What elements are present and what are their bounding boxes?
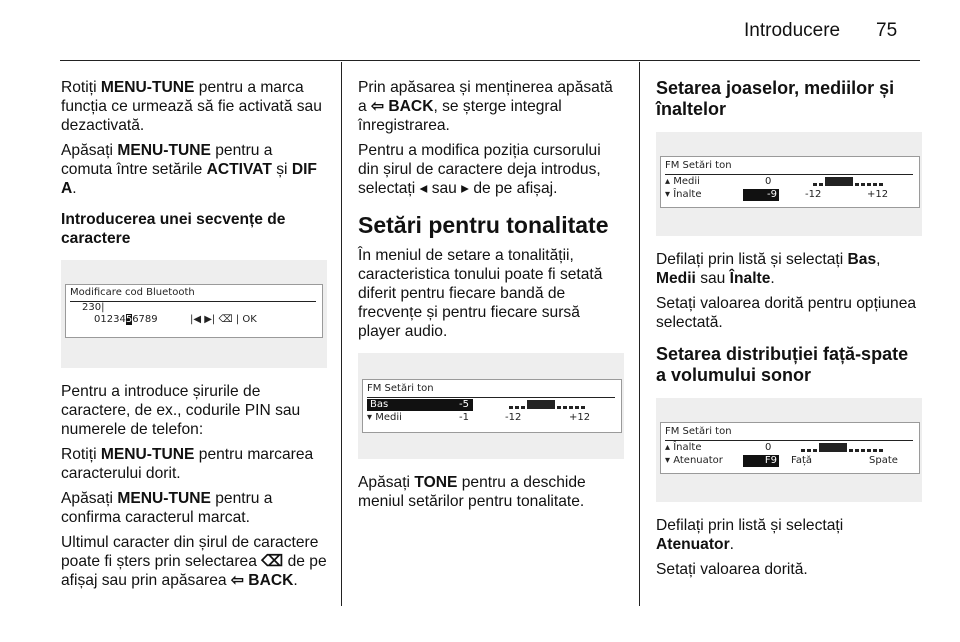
screen-title: FM Setări ton <box>665 426 732 437</box>
display-screenshot <box>656 132 922 236</box>
paragraph: Rotiți MENU-TUNE pentru marcarea caracterului dorit. <box>61 446 314 482</box>
highlighted-value: -9 <box>743 189 779 201</box>
scale-max: +12 <box>867 189 889 200</box>
selected-digit: 5 <box>125 314 133 325</box>
lcd-display <box>362 379 622 433</box>
page-header <box>0 0 960 62</box>
entered-code: 230| <box>82 302 105 313</box>
row-label: ▴ Medii <box>665 176 700 187</box>
section-heading: Setarea joaselor, mediilor și înaltelor <box>656 78 895 119</box>
lcd-display <box>65 284 323 338</box>
highlighted-value: F9 <box>743 455 779 467</box>
row-label: ▾ Medii <box>367 412 402 423</box>
highlighted-row: Bas -5 <box>367 399 473 411</box>
paragraph: Apăsați MENU-TUNE pentru a comuta între setările ACTIVAT și DIF A. <box>61 142 317 197</box>
section-heading: Setări pentru tonalitate <box>358 212 609 238</box>
screen-divider <box>70 301 316 302</box>
page-number: 75 <box>876 20 898 41</box>
scale-min: -12 <box>805 189 822 200</box>
paragraph: Setați valoarea dorită. <box>656 561 808 578</box>
screen-divider <box>665 174 913 175</box>
row-label: ▾ Atenuator <box>665 455 723 466</box>
lcd-display <box>660 156 920 208</box>
column-divider <box>639 62 640 606</box>
column-3 <box>656 78 922 585</box>
paragraph: În meniul de setare a tonalității, caracteristica tonului poate fi setată diferit pentru fiecare bandă de frecvențe și pentru fiecare sursă player audio. <box>358 247 603 340</box>
paragraph: Prin apăsarea și menținerea apăsată a ⇦ BACK, se șterge integral înregistrarea. <box>358 79 613 134</box>
display-screenshot <box>61 260 327 368</box>
subheading: Introducerea unei secvențe de caractere <box>61 211 286 247</box>
column-divider <box>341 62 342 606</box>
column-1 <box>61 78 327 596</box>
header-rule <box>60 60 920 61</box>
display-screenshot <box>358 353 624 459</box>
paragraph: Apăsați TONE pentru a deschide meniul setărilor pentru tonalitate. <box>358 474 586 510</box>
paragraph: Pentru a introduce șirurile de caractere, de ex., codurile PIN sau numerele de telefon: <box>61 383 301 438</box>
scale-left-label: Față <box>791 455 813 466</box>
scale-min: -12 <box>505 412 522 423</box>
paragraph: Defilați prin listă și selectați Bas, Medii sau Înalte. <box>656 251 881 287</box>
scale-right-label: Spate <box>869 455 898 466</box>
row-label: ▾ Înalte <box>665 189 702 200</box>
lcd-display <box>660 422 920 474</box>
section-heading: Setarea distribuției față-spate a volumului sonor <box>656 344 909 385</box>
screen-title: FM Setări ton <box>367 383 434 394</box>
column-2 <box>358 78 624 517</box>
screen-title: Modificare cod Bluetooth <box>70 287 195 298</box>
paragraph: Setați valoarea dorită pentru opțiunea selectată. <box>656 295 917 331</box>
screen-divider <box>665 440 913 441</box>
row-value: 0 <box>765 176 772 187</box>
digit-row: 0123456789 <box>94 314 158 325</box>
level-bars <box>801 443 883 452</box>
paragraph: Defilați prin listă și selectați Atenuator. <box>656 517 844 553</box>
level-bars <box>509 400 585 409</box>
row-value: 0 <box>765 442 772 453</box>
screen-controls: |◀ ▶| ⌫ | OK <box>190 314 257 325</box>
paragraph: Rotiți MENU-TUNE pentru a marca funcția ce urmează să fie activată sau dezactivată. <box>61 79 322 134</box>
paragraph: Ultimul caracter din șirul de caractere poate fi șters prin selectarea ⌫ de pe afișaj sau prin apăsarea ⇦ BACK. <box>61 534 327 589</box>
scale-max: +12 <box>569 412 591 423</box>
delete-icon: ⌫ <box>261 553 284 570</box>
row-value: -1 <box>459 412 469 423</box>
display-screenshot <box>656 398 922 502</box>
paragraph: Apăsați MENU-TUNE pentru a confirma caracterul marcat. <box>61 490 273 526</box>
row-label: ▴ Înalte <box>665 442 702 453</box>
screen-title: FM Setări ton <box>665 160 732 171</box>
paragraph: Pentru a modifica poziția cursorului din șirul de caractere deja introdus, selectați ◂ sau ▸ de pe afișaj. <box>358 142 601 197</box>
page-title: Introducere <box>744 20 841 41</box>
screen-divider <box>367 397 615 398</box>
level-bars <box>813 177 883 186</box>
